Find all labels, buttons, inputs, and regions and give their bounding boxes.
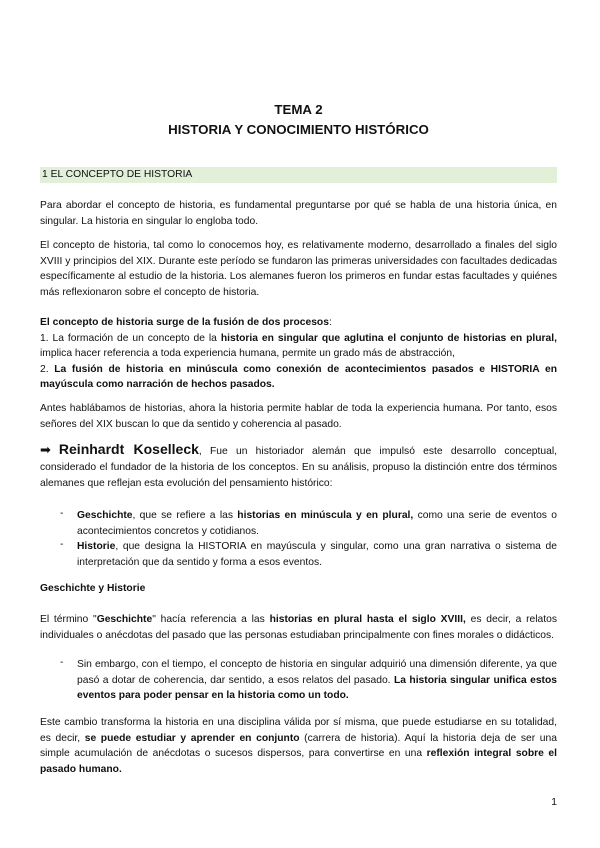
p4-bold: historias en plural hasta el siglo XVIII,	[269, 614, 466, 625]
p5-text-b: (carrera de historia). Aquí la historia deja de ser una simple acumulación de anécdotas o sucesos dispersos, para convertirse en una	[40, 732, 557, 759]
paragraph-5	[40, 715, 557, 777]
p4-text-b: " hacía referencia a las	[152, 614, 270, 625]
term-historie: Historie	[77, 541, 116, 552]
term-geschichte: Geschichte	[77, 510, 133, 521]
fusion-item-2-a: 2.	[40, 363, 55, 375]
fusion-item-1-b: historia en singular que aglutina el conjunto de historias en plural,	[220, 332, 557, 344]
sub-heading: Geschichte y Historie	[40, 583, 146, 594]
p5-bold-a: se puede estudiar y aprender en conjunto	[84, 732, 300, 744]
fusion-item-1-c: implica hacer referencia a toda experiencia humana, permite un grado más de abstracción,	[40, 348, 455, 359]
paragraph-3: Antes hablábamos de historias, ahora la historia permite hablar de toda la experiencia humana. Por tanto, esos señores del XIX buscan lo que da sentido y coherencia al pasado.	[40, 403, 557, 430]
document-subtitle: HISTORIA Y CONOCIMIENTO HISTÓRICO	[168, 122, 429, 137]
list-dash-2: -	[60, 539, 64, 550]
list-item-geschichte	[77, 508, 557, 539]
list-item-historie	[77, 539, 557, 570]
p5-bold-b: reflexión integral sobre el pasado humano.	[40, 748, 557, 775]
fusion-item-2-b: La fusión de historia en minúscula como conexión de acontecimientos pasados e HISTORIA en mayúscula como narración de hechos pasados.	[40, 363, 557, 390]
list-dash-3: -	[60, 657, 64, 668]
list-item-1-text-a: , que se refiere a las	[132, 510, 238, 521]
p4-term: Geschichte	[96, 614, 153, 625]
paragraph-4	[40, 612, 557, 643]
list-item-1-text-b: historias en minúscula y en plural,	[237, 510, 414, 521]
list-item-3-text: Sin embargo, con el tiempo, el concepto de historia en singular adquirió una dimensión diferente, ya que pasó a dotar de coherencia, dar sentido, a esos relatos del pasado.	[77, 659, 557, 686]
page-number: 1	[551, 797, 557, 808]
paragraph-1: Para abordar el concepto de historia, es fundamental preguntarse por qué se habla de una historia única, en singular. La historia en singular lo engloba todo.	[40, 200, 557, 227]
list-item-1-text-c: como una serie de eventos o acontecimientos concretos y cotidianos.	[77, 510, 557, 537]
paragraph-2: El concepto de historia, tal como lo conocemos hoy, es relativamente moderno, desarrollado a finales del siglo XVIII y principios del XIX. Durante este período se fundaron las primeras universidades con facultades dedicadas específicamente al estudio de la historia. Los alemanes fueron los primeros en fundar estas facultades y quiénes más reflexionaron sobre el concepto de historia.	[40, 240, 557, 298]
right-arrow-icon: ➡	[40, 442, 51, 457]
list-item-singular	[77, 657, 557, 704]
list-item-3-bold: La historia singular unifica estos eventos para poder pensar en la historia como un todo.	[77, 674, 557, 701]
p5-text-a: Este cambio transforma la historia en una disciplina válida por sí misma, que puede estudiarse en su totalidad, es decir,	[40, 717, 557, 744]
koselleck-name: Reinhardt Koselleck	[58, 441, 199, 457]
list-item-2-text: , que designa la HISTORIA en mayúscula y singular, como una gran narrativa o sistema de interpretación que da sentido y forma a esos eventos.	[77, 541, 557, 568]
section-heading: 1 EL CONCEPTO DE HISTORIA	[40, 167, 557, 183]
fusion-item-1-a: 1. La formación de un concepto de la	[40, 332, 221, 344]
document-title: TEMA 2	[274, 102, 323, 117]
fusion-colon: :	[328, 317, 332, 328]
p4-text-a: El término "	[40, 614, 97, 625]
koselleck-text: , Fue un historiador alemán que impulsó este desarrollo conceptual, considerado el fundador de la historia de los conceptos. En su análisis, propuso la distinción entre dos términos alemanes que reflejan esta evolución del pensamiento histórico:	[40, 446, 557, 489]
fusion-heading: El concepto de historia surge de la fusión de dos procesos	[40, 317, 329, 328]
fusion-block	[40, 315, 557, 393]
koselleck-paragraph	[40, 441, 557, 492]
p4-text-c: es decir, a relatos individuales o anécdotas del pasado que las personas estudiaban principalmente con fines morales o didácticos.	[40, 614, 558, 641]
list-dash-1: -	[60, 508, 64, 519]
